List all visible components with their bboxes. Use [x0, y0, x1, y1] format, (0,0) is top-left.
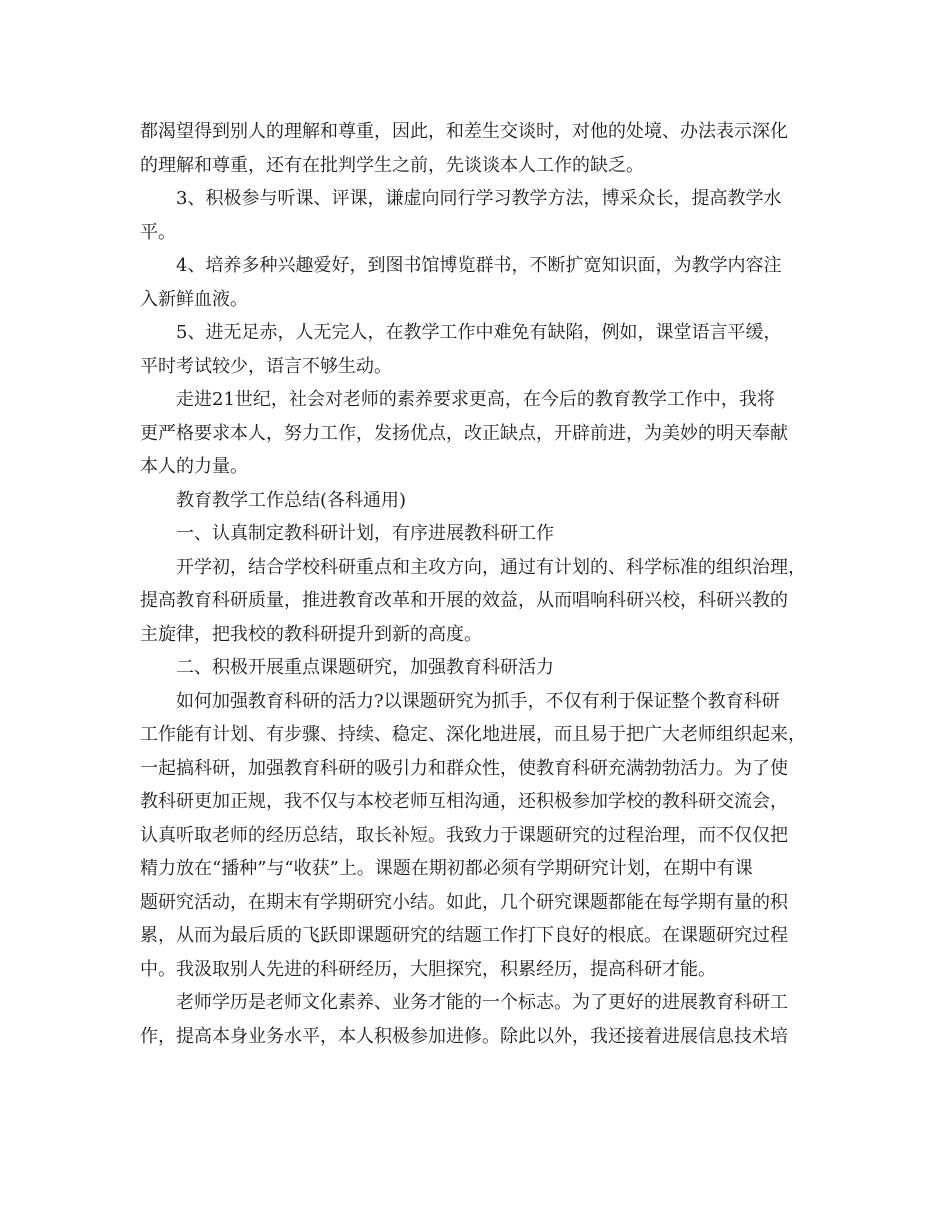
- text-line: 工作能有计划、有步骤、持续、稳定、深化地进展，而且易于把广大老师组织起来，: [140, 724, 806, 745]
- text-line: 5、进无足赤，人无完人，在教学工作中难免有缺陷，例如，课堂语言平缓，: [176, 322, 782, 343]
- text-line: 一起搞科研，加强教育科研的吸引力和群众性，使教育科研充满勃勃活力。为了使: [140, 757, 788, 779]
- text-line: 入新鲜血液。: [140, 288, 248, 310]
- text-line: 认真听取老师的经历总结，取长补短。我致力于课题研究的过程治理，而不仅仅把: [140, 824, 788, 846]
- text-line: 4、培养多种兴趣爱好，到图书馆博览群书，不断扩宽知识面，为教学内容注: [176, 255, 782, 276]
- text-line: 本人的力量。: [140, 456, 248, 477]
- text-line: 平时考试较少，语言不够生动。: [140, 355, 392, 377]
- text-line: 题研究活动，在期末有学期研究小结。如此，几个研究课题都能在每学期有量的积: [140, 891, 788, 913]
- document-body: [140, 115, 830, 1053]
- text-line: 老师学历是老师文化素养、业务才能的一个标志。为了更好的进展教育科研工: [176, 992, 788, 1013]
- text-line: 中。我汲取别人先进的科研经历，大胆探究，积累经历，提高科研才能。: [140, 958, 716, 980]
- text-line: 3、积极参与听课、评课，谦虚向同行学习教学方法，博采众长，提高教学水: [176, 188, 782, 209]
- section-title: 教育教学工作总结(各科通用): [176, 489, 407, 511]
- text-line: 平。: [140, 221, 176, 243]
- text-line: 教科研更加正规，我不仅与本校老师互相沟通，还积极参加学校的教科研交流会，: [140, 791, 788, 812]
- text-line: 如何加强教育科研的活力?以课题研究为抓手，不仅有利于保证整个教育科研: [176, 690, 780, 712]
- text-line: 的理解和尊重，还有在批判学生之前，先谈谈本人工作的缺乏。: [140, 154, 644, 176]
- text-line: 主旋律，把我校的教科研提升到新的高度。: [140, 623, 482, 645]
- text-line: 累，从而为最后质的飞跃即课题研究的结题工作打下良好的根底。在课题研究过程: [140, 925, 788, 946]
- text-line: 更严格要求本人，努力工作，发扬优点，改正缺点，开辟前进，为美妙的明天奉献: [140, 422, 788, 444]
- text-line: 提高教育科研质量，推进教育改革和开展的效益，从而唱响科研兴校，科研兴教的: [140, 590, 788, 611]
- section-heading: 一、认真制定教科研计划，有序进展教科研工作: [176, 523, 554, 544]
- text-line: 走进21世纪，社会对老师的素养要求更高，在今后的教育教学工作中，我将: [176, 389, 775, 410]
- text-line: 开学初，结合学校科研重点和主攻方向，通过有计划的、科学标准的组织治理，: [176, 556, 806, 578]
- text-line: 都渴望得到别人的理解和尊重，因此，和差生交谈时，对他的处境、办法表示深化: [140, 121, 788, 142]
- text-line: 作，提高本身业务水平，本人积极参加进修。除此以外，我还接着进展信息技术培: [140, 1025, 788, 1047]
- text-line: 精力放在“播种”与“收获”上。课题在期初都必须有学期研究计划，在期中有课: [140, 858, 753, 879]
- section-heading: 二、积极开展重点课题研究，加强教育科研活力: [176, 657, 554, 678]
